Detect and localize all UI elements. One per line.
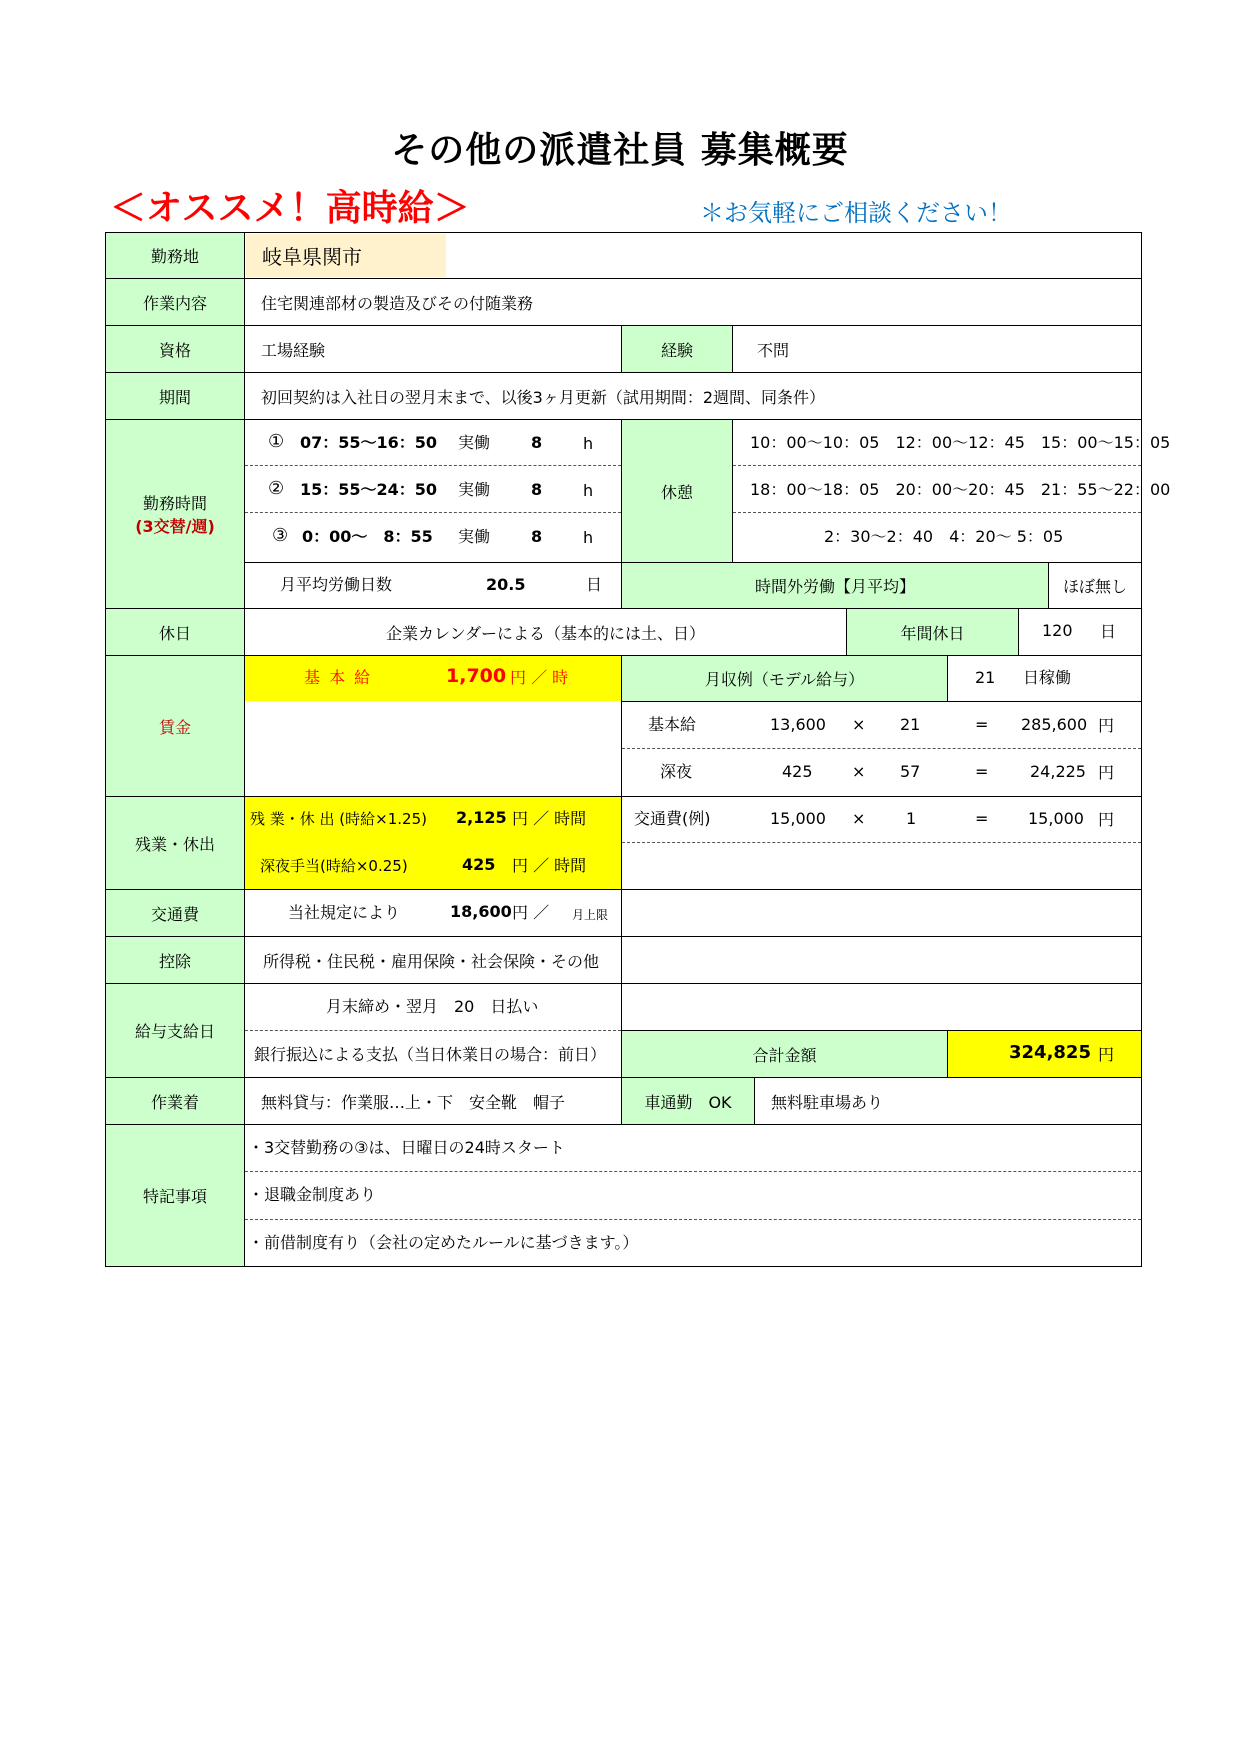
location-label: 勤務地	[105, 232, 245, 279]
transport-text: 当社規定により	[288, 903, 401, 922]
break-row-2: 18：00～18：05 20：00～20：45 21：55～22：00	[750, 480, 1171, 499]
night-rate-label: 深夜手当(時給×0.25)	[260, 857, 408, 875]
transport-unit: 円 ／	[512, 903, 550, 922]
work-content-label: 作業内容	[105, 278, 245, 326]
model-row-1-b: 21	[900, 715, 921, 734]
deductions-empty-cell	[621, 936, 1142, 984]
workwear-label: 作業着	[105, 1077, 245, 1125]
monthly-days-value: 20.5	[486, 575, 526, 594]
wage-base-unit: 円 ／ 時	[510, 668, 569, 687]
shift-1-unit: h	[583, 434, 594, 453]
payday-label: 給与支給日	[105, 983, 245, 1078]
note-item-1: ・3交替勤務の③は、日曜日の24時スタート	[248, 1138, 565, 1157]
note-item-2: ・退職金制度あり	[248, 1185, 377, 1204]
shift-1-num: ①	[268, 431, 285, 452]
hours-sublabel: (3交替/週)	[135, 517, 215, 536]
holiday-value: 企業カレンダーによる（基本的には土、日）	[244, 608, 847, 656]
model-row-2-total: 24,225	[1030, 762, 1086, 781]
wage-label: 賃金	[105, 655, 245, 797]
shift-3-num: ③	[272, 525, 289, 546]
monthly-days-unit: 日	[586, 575, 603, 594]
model-row-2-unit: 円	[1098, 763, 1115, 782]
car-commute-label: 車通勤 OK	[621, 1077, 755, 1125]
transport-example-eq: =	[975, 809, 989, 828]
shift-3-hours: 8	[531, 527, 543, 546]
transport-example-unit: 円	[1098, 810, 1115, 829]
transport-example-a: 15,000	[770, 809, 826, 828]
experience-label: 経験	[621, 325, 733, 373]
shift-2-time: 15：55～24：50	[300, 480, 438, 499]
workwear-value: 無料貸与：作業服…上・下 安全靴 帽子	[244, 1077, 622, 1125]
transport-example-op: ×	[852, 809, 866, 828]
shift-3-actual: 実働	[458, 527, 491, 546]
qualification-value: 工場経験	[244, 325, 622, 373]
location-value: 岐阜県関市	[246, 234, 446, 277]
transport-example-total: 15,000	[1028, 809, 1084, 828]
period-label: 期間	[105, 372, 245, 420]
model-days-unit: 日稼働	[1023, 668, 1072, 687]
model-row-1-total: 285,600	[1021, 715, 1088, 734]
annual-holiday-unit: 日	[1100, 622, 1117, 641]
work-content-value: 住宅関連部材の製造及びその付随業務	[244, 278, 1142, 326]
model-salary-label: 月収例（モデル給与）	[621, 655, 948, 702]
overtime-rate-unit: 円 ／ 時間	[512, 809, 587, 828]
overtime-hours-value: ほぼ無し	[1048, 562, 1142, 609]
annual-holiday-value: 120	[1042, 621, 1073, 640]
transport-empty-cell	[621, 889, 1142, 937]
overtime-label: 残業・休出	[105, 796, 245, 890]
shift-2-hours: 8	[531, 480, 543, 499]
break-label: 休憩	[621, 419, 733, 563]
wage-base-value: 1,700	[446, 665, 507, 687]
shift-2-num: ②	[268, 478, 285, 499]
notes-label: 特記事項	[105, 1124, 245, 1267]
shift-3-time: 0：00～ 8：55	[302, 527, 433, 546]
shift-2-actual: 実働	[458, 480, 491, 499]
model-row-2-eq: =	[975, 762, 989, 781]
total-unit: 円	[1098, 1045, 1115, 1064]
model-row-1-unit: 円	[1098, 716, 1115, 735]
model-row-1-eq: =	[975, 715, 989, 734]
model-row-2-name: 深夜	[660, 762, 693, 781]
transport-example-b: 1	[906, 809, 917, 828]
transport-example-name: 交通費(例)	[634, 809, 711, 828]
model-row-1-name: 基本給	[648, 715, 697, 734]
annual-holiday-label: 年間休日	[846, 608, 1019, 656]
deductions-label: 控除	[105, 936, 245, 984]
period-value: 初回契約は入社日の翌月末まで、以後3ヶ月更新（試用期間：2週間、同条件）	[244, 372, 1142, 420]
night-rate-value: 425	[462, 855, 496, 874]
shift-1-hours: 8	[531, 433, 543, 452]
parking-value: 無料駐車場あり	[754, 1077, 1142, 1125]
break-row-3: 2：30～2：40 4：20～ 5：05	[824, 527, 1064, 546]
highlight-heading: ＜オススメ！高時給＞	[110, 188, 470, 229]
total-value: 324,825	[1009, 1042, 1091, 1063]
hours-label-cell	[105, 419, 245, 609]
overtime-rate-label: 残 業・休 出 (時給×1.25)	[250, 810, 427, 828]
deductions-value: 所得税・住民税・雇用保険・社会保険・その他	[244, 936, 622, 984]
shift-2-unit: h	[583, 481, 594, 500]
transport-value: 18,600	[450, 902, 512, 921]
model-row-2-a: 425	[782, 762, 813, 781]
wage-base-label: 基 本 給	[304, 668, 373, 687]
model-row-2-op: ×	[852, 762, 866, 781]
overtime-rate-value: 2,125	[456, 808, 507, 827]
hours-label: 勤務時間	[142, 494, 207, 513]
break-row-1: 10：00～10：05 12：00～12：45 15：00～15：05	[750, 433, 1171, 452]
transport-limit: 月上限	[572, 908, 609, 922]
note-item-3: ・前借制度有り（会社の定めたルールに基づきます。）	[248, 1233, 639, 1252]
monthly-days-label: 月平均労働日数	[280, 575, 393, 594]
qualification-label: 資格	[105, 325, 245, 373]
payday-line1: 月末締め・翌月 20 日払い	[326, 997, 539, 1016]
model-row-2-b: 57	[900, 762, 921, 781]
page-title: その他の派遣社員 募集概要	[391, 130, 849, 171]
total-label: 合計金額	[621, 1030, 948, 1078]
overtime-hours-label: 時間外労働【月平均】	[621, 562, 1049, 609]
shift-1-actual: 実働	[458, 433, 491, 452]
payday-empty-cell	[621, 983, 1142, 1031]
annual-holiday-cell	[1018, 608, 1142, 656]
payday-line2: 銀行振込による支払（当日休業日の場合：前日）	[254, 1045, 607, 1064]
model-row-1-a: 13,600	[770, 715, 826, 734]
holiday-label: 休日	[105, 608, 245, 656]
shift-3-unit: h	[583, 528, 594, 547]
transport-label: 交通費	[105, 889, 245, 937]
night-rate-unit: 円 ／ 時間	[512, 856, 587, 875]
shift-1-time: 07：55～16：50	[300, 433, 438, 452]
model-row-1-op: ×	[852, 715, 866, 734]
experience-value: 不問	[732, 325, 1142, 373]
contact-note: ＊お気軽にご相談ください！	[700, 199, 1012, 227]
model-days-value: 21	[975, 668, 996, 687]
